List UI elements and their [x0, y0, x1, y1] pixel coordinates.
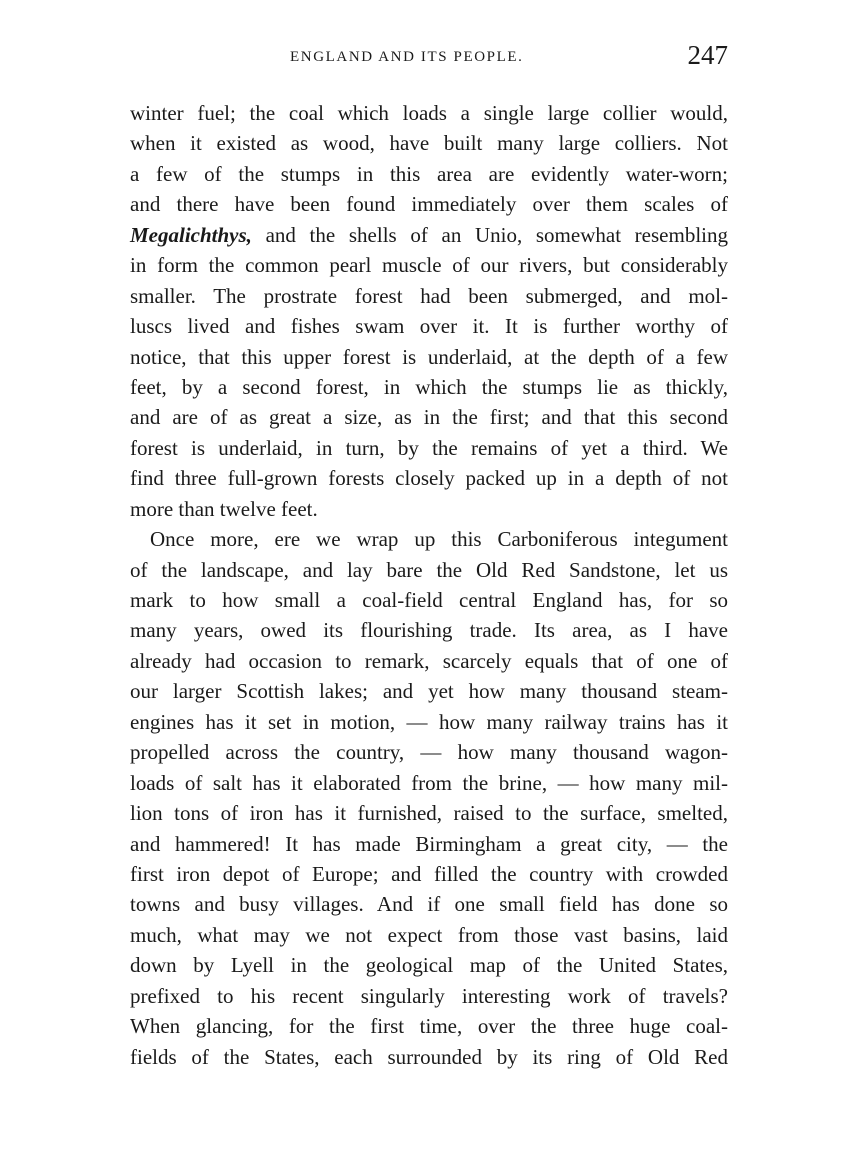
- text-line: notice, that this upper forest is underlaid, at the depth of a few: [130, 344, 728, 369]
- text-line: and are of as great a size, as in the first; and that this second: [130, 405, 728, 430]
- text-line: first iron depot of Europe; and filled the country with crowded: [130, 861, 728, 886]
- text-line-rest: and the shells of an Unio, somewhat resembling: [265, 222, 728, 247]
- text-line: in form the common pearl muscle of our rivers, but considerably: [130, 253, 728, 278]
- text-line: lion tons of iron has it furnished, raised to the surface, smelted,: [130, 801, 728, 826]
- text-line: smaller. The prostrate forest had been submerged, and mol-: [130, 283, 728, 308]
- page-number: 247: [687, 40, 728, 70]
- text-line: when it existed as wood, have built many large colliers. Not: [130, 131, 728, 156]
- text-line: When glancing, for the first time, over the three huge coal-: [130, 1014, 728, 1039]
- text-line: and hammered! It has made Birmingham a great city, — the: [130, 831, 728, 856]
- text-line: feet, by a second forest, in which the stumps lie as thickly,: [130, 374, 728, 399]
- text-line: propelled across the country, — how many thousand wagon-: [130, 740, 728, 765]
- text-line: our larger Scottish lakes; and yet how many thousand steam-: [130, 679, 728, 704]
- paragraph-2: [130, 524, 728, 1072]
- text-line: winter fuel; the coal which loads a single large collier would,: [130, 101, 728, 125]
- text-line: forest is underlaid, in turn, by the remains of yet a third. We: [130, 435, 728, 460]
- paragraph-1: [130, 98, 728, 524]
- text-line: fields of the States, each surrounded by its ring of Old Red: [130, 1044, 728, 1069]
- text-line: a few of the stumps in this area are evidently water-worn;: [130, 161, 728, 186]
- italic-genus-name: Megalichthys,: [130, 222, 252, 247]
- text-line: down by Lyell in the geological map of the United States,: [130, 953, 728, 978]
- text-line: mark to how small a coal-field central England has, for so: [130, 588, 728, 612]
- text-line-with-italic: [130, 220, 728, 250]
- text-line: find three full-grown forests closely packed up in a depth of not: [130, 466, 728, 491]
- text-line: luscs lived and fishes swam over it. It is further worthy of: [130, 314, 728, 339]
- text-line: more than twelve feet.: [130, 496, 318, 521]
- text-line: Once more, ere we wrap up this Carboniferous integument: [150, 527, 728, 552]
- text-line: and there have been found immediately over them scales of: [130, 192, 728, 217]
- running-title: ENGLAND AND ITS PEOPLE.: [290, 49, 524, 65]
- text-line: loads of salt has it elaborated from the brine, — how many mil-: [130, 770, 728, 795]
- text-line: towns and busy villages. And if one small field has done so: [130, 892, 728, 917]
- body-text: [130, 98, 728, 1072]
- text-line: many years, owed its flourishing trade. Its area, as I have: [130, 618, 728, 643]
- text-line: much, what may we not expect from those vast basins, laid: [130, 922, 728, 947]
- text-line: of the landscape, and lay bare the Old Red Sandstone, let us: [130, 557, 728, 582]
- text-line: engines has it set in motion, — how many railway trains has it: [130, 709, 728, 734]
- text-line: prefixed to his recent singularly interesting work of travels?: [130, 983, 728, 1008]
- running-head: [130, 40, 730, 80]
- text-line: already had occasion to remark, scarcely equals that of one of: [130, 648, 728, 673]
